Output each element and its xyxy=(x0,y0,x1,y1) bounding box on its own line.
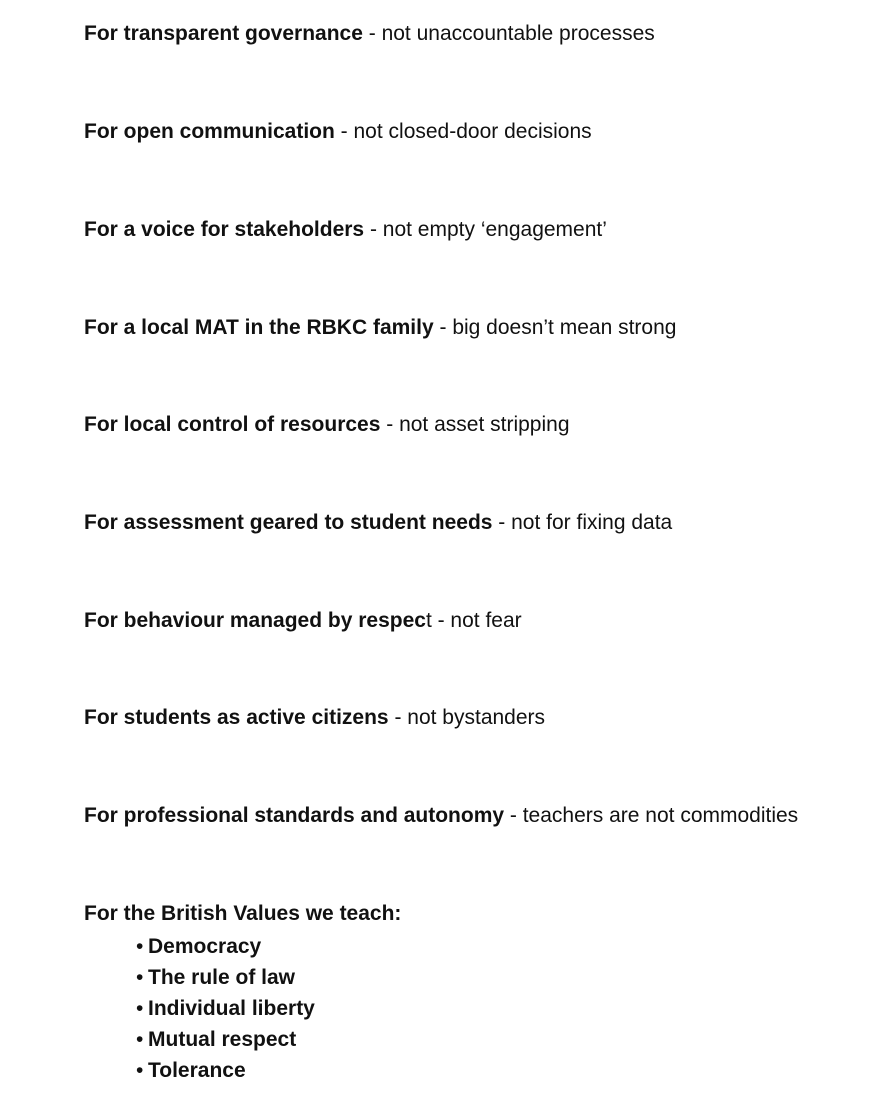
statement-bold: For local control of resources xyxy=(84,413,381,436)
list-item xyxy=(136,1055,315,1086)
bullet-icon: • xyxy=(136,1059,144,1082)
statement-rest: - not empty ‘engagement’ xyxy=(364,218,607,241)
list-item xyxy=(136,993,315,1024)
statement-rest: - not bystanders xyxy=(388,706,546,729)
statement-bold: For open communication xyxy=(84,120,335,143)
statement-bold: For students as active citizens xyxy=(84,706,389,729)
statement-bold: For behaviour managed by respec xyxy=(84,609,426,632)
statement-transparent-governance xyxy=(84,20,655,48)
british-values-heading: For the British Values we teach: xyxy=(84,902,402,925)
statement-behaviour xyxy=(84,607,522,635)
statement-rest: t - not fear xyxy=(425,609,522,632)
statement-rest: - teachers are not commodities xyxy=(504,804,799,827)
british-values-list xyxy=(136,931,315,1086)
statement-open-communication xyxy=(84,118,592,146)
statement-bold: For professional standards and autonomy xyxy=(84,804,505,827)
statement-rest: - not for fixing data xyxy=(492,511,673,534)
value-label: Democracy xyxy=(148,935,262,958)
statement-rest: - not closed-door decisions xyxy=(334,120,592,143)
value-label: Tolerance xyxy=(148,1059,246,1082)
statement-stakeholder-voice xyxy=(84,216,607,244)
statement-assessment xyxy=(84,509,672,537)
bullet-icon: • xyxy=(136,966,144,989)
statement-bold: For a local MAT in the RBKC family xyxy=(84,316,434,339)
statement-rest: - not unaccountable processes xyxy=(362,22,655,45)
bullet-icon: • xyxy=(136,935,144,958)
statement-rest: - not asset stripping xyxy=(380,413,570,436)
statement-bold: For transparent governance xyxy=(84,22,363,45)
value-label: Individual liberty xyxy=(148,997,315,1020)
statement-rest: - big doesn’t mean strong xyxy=(433,316,677,339)
value-label: The rule of law xyxy=(148,966,296,989)
bullet-icon: • xyxy=(136,997,144,1020)
statement-bold: For a voice for stakeholders xyxy=(84,218,365,241)
value-label: Mutual respect xyxy=(148,1028,297,1051)
statement-professional-standards xyxy=(84,802,798,830)
statement-local-mat xyxy=(84,314,676,342)
list-item xyxy=(136,1024,315,1055)
bullet-icon: • xyxy=(136,1028,144,1051)
statement-local-control xyxy=(84,411,570,439)
statement-active-citizens xyxy=(84,704,545,732)
list-item xyxy=(136,962,315,993)
statement-bold: For assessment geared to student needs xyxy=(84,511,493,534)
list-item xyxy=(136,931,315,962)
